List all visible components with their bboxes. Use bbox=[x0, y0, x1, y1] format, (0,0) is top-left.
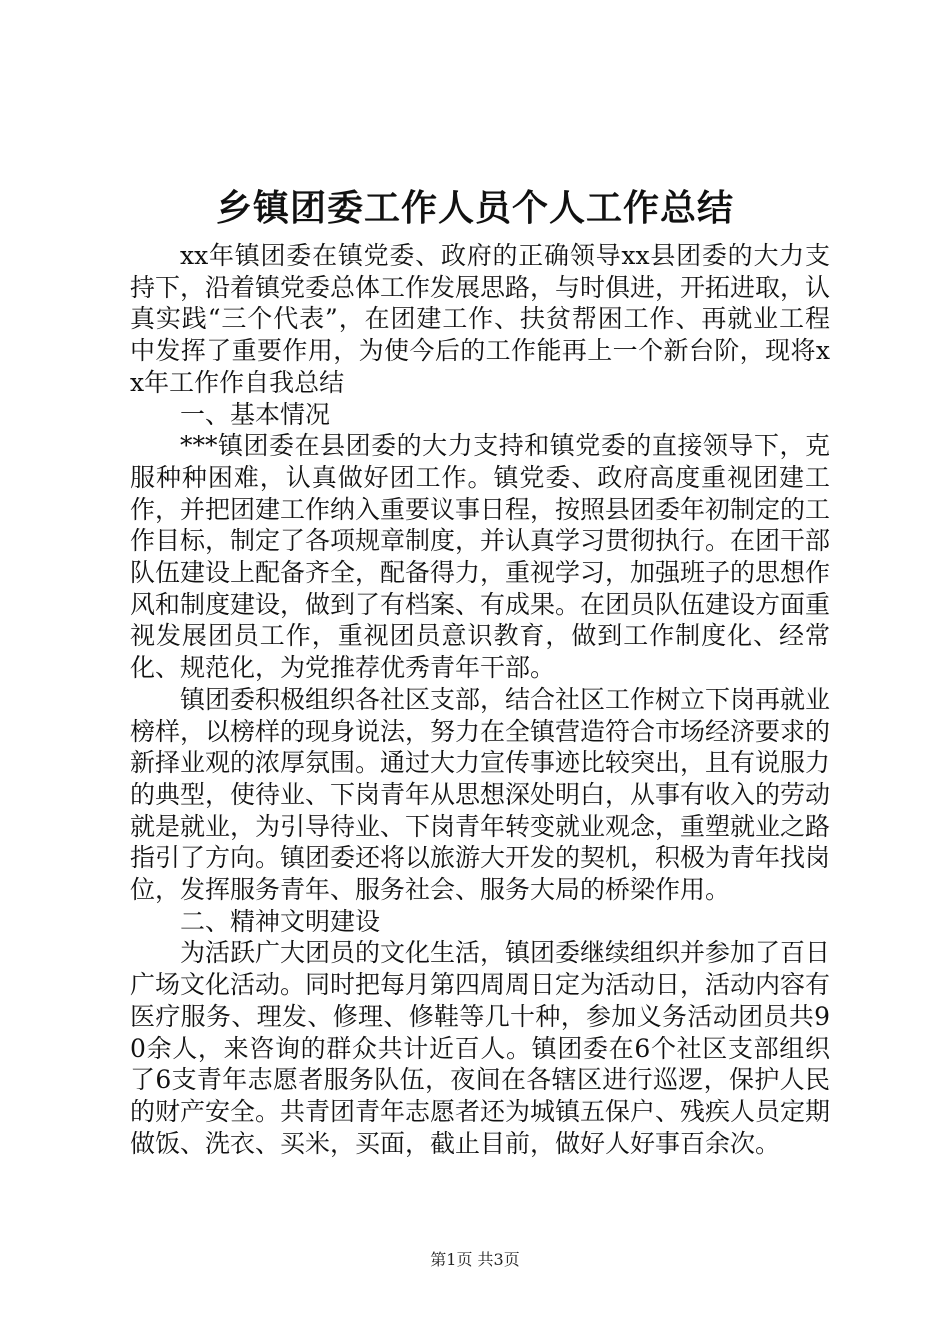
section-heading-spiritual-civilization: 二、精神文明建设 bbox=[180, 906, 381, 936]
paragraph-basic-situation-1: ***镇团委在县团委的大力支持和镇党委的直接领导下，克服种种困难，认真做好团工作。镇党委、政府高度重视团建工作，并把团建工作纳入重要议事日程，按照县团委年初制定的工作目标，制定了各项规章制度，并认真学习贯彻执行。在团干部队伍建设上配备齐全，配备得力，重视学习，加强班子的思想作风和制度建设，做到了有档案、有成果。在团员队伍建设方面重视发展团员工作，重视团员意识教育，做到工作制度化、经常化、规范化，为党推荐优秀青年干部。 bbox=[130, 431, 831, 683]
page-footer: 第1页 共3页 bbox=[430, 1250, 520, 1269]
section-heading-basic-situation: 一、基本情况 bbox=[180, 399, 331, 429]
document-title: 乡镇团委工作人员个人工作总结 bbox=[215, 187, 734, 229]
paragraph-intro: xx年镇团委在镇党委、政府的正确领导xx县团委的大力支持下，沿着镇党委总体工作发展思路，与时俱进，开拓进取，认真实践“三个代表”，在团建工作、扶贫帮困工作、再就业工程中发挥了重要作用，为使今后的工作能再上一个新台阶，现将xx年工作作自我总结 bbox=[130, 241, 831, 397]
paragraph-basic-situation-2: 镇团委积极组织各社区支部，结合社区工作树立下岗再就业榜样，以榜样的现身说法，努力在全镇营造符合市场经济要求的新择业观的浓厚氛围。通过大力宣传事迹比较突出，且有说服力的典型，使待业、下岗青年从思想深处明白，从事有收入的劳动就是就业，为引导待业、下岗青年转变就业观念，重塑就业之路指引了方向。镇团委还将以旅游大开发的契机，积极为青年找岗位，发挥服务青年、服务社会、服务大局的桥梁作用。 bbox=[130, 684, 831, 905]
document-body bbox=[130, 240, 830, 1159]
paragraph-spiritual-civilization: 为活跃广大团员的文化生活，镇团委继续组织并参加了百日广场文化活动。同时把每月第四周周日定为活动日，活动内容有医疗服务、理发、修理、修鞋等几十种，参加义务活动团员共90余人，来咨询的群众共计近百人。镇团委在6个社区支部组织了6支青年志愿者服务队伍，夜间在各辖区进行巡逻，保护人民的财产安全。共青团青年志愿者还为城镇五保户、残疾人员定期做饭、洗衣、买米，买面，截止目前，做好人好事百余次。 bbox=[130, 938, 831, 1158]
